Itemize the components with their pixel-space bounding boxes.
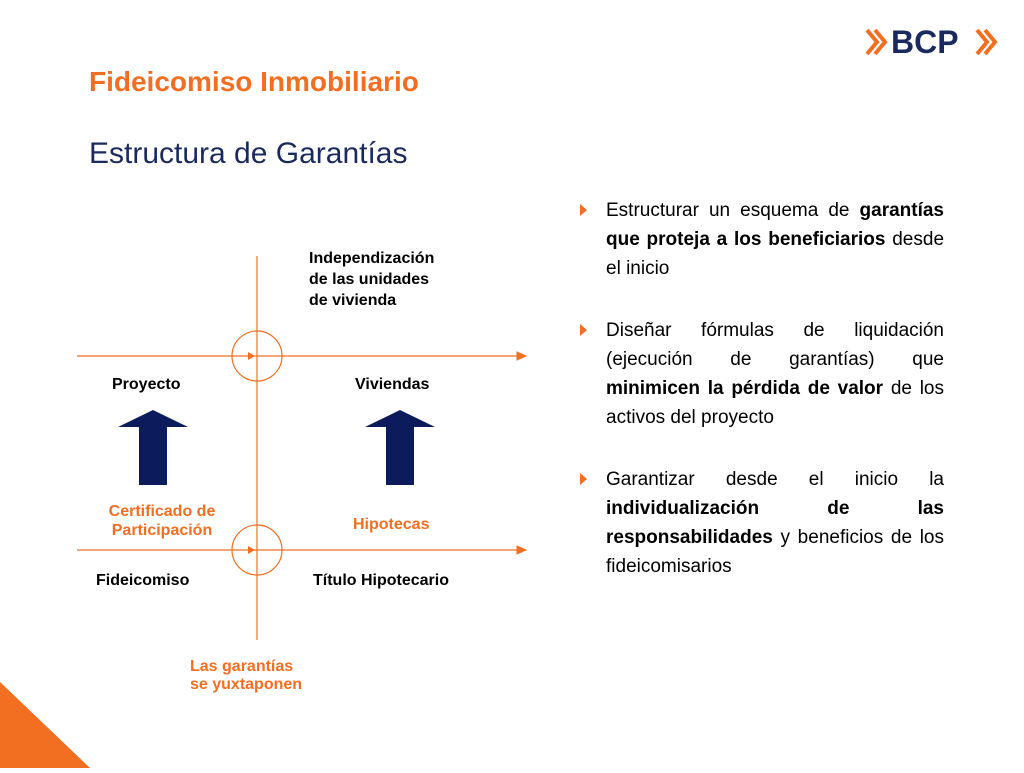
label-proyecto: Proyecto [112, 376, 181, 393]
up-arrow-right [365, 410, 435, 485]
corner-decoration [0, 682, 90, 768]
logo-text: BCP [891, 24, 959, 60]
label-fideicomiso: Fideicomiso [96, 572, 190, 589]
independization-note: Independización de las unidades de vivienda [309, 250, 435, 309]
bcp-logo [864, 16, 1004, 68]
bullet-list [580, 196, 944, 614]
label-hipotecas: Hipotecas [353, 516, 430, 533]
bullet-item-1: Estructurar un esquema de garantías que proteja a los beneficiarios desde el inicio [580, 196, 944, 283]
guarantees-juxtapose-note: Las garantías se yuxtaponen [190, 658, 303, 693]
bullet-marker-icon [580, 473, 587, 485]
up-arrow-left [118, 410, 188, 485]
label-certificado: Certificado de Participación [108, 503, 216, 539]
label-titulo-hipotecario: Título Hipotecario [313, 572, 449, 589]
bullet-marker-icon [580, 324, 587, 336]
label-viviendas: Viviendas [355, 376, 430, 393]
bullet-item-3: Garantizar desde el inicio la individualización de las responsabilidades y beneficios de los fideicomisarios [580, 465, 944, 581]
slide-title: Fideicomiso Inmobiliario [89, 66, 419, 97]
guarantee-structure-diagram [0, 230, 560, 710]
bullet-marker-icon [580, 204, 587, 216]
slide-subtitle: Estructura de Garantías [89, 137, 408, 170]
bullet-item-2: Diseñar fórmulas de liquidación (ejecución de garantías) que minimicen la pérdida de valor de los activos del proyecto [580, 316, 944, 432]
